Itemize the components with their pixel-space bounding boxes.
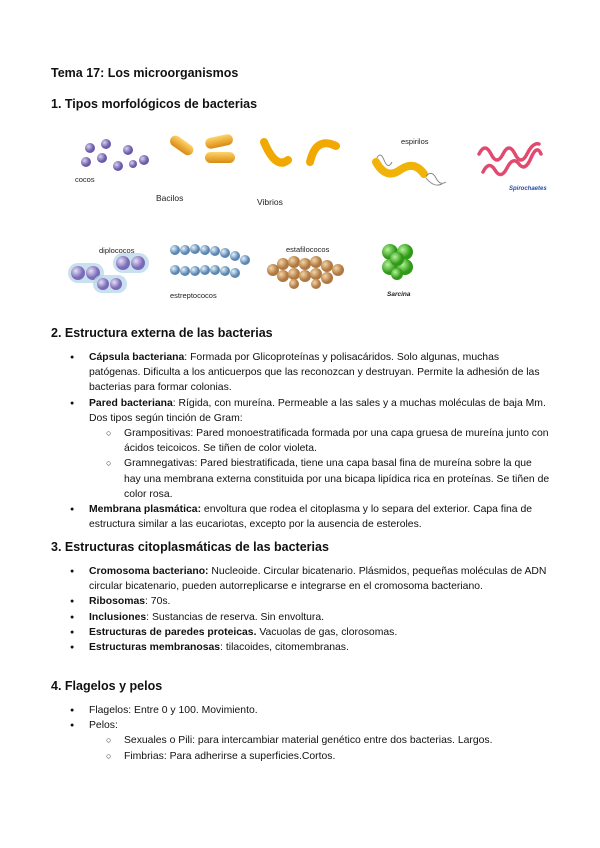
- spirochaetes-image: [475, 132, 547, 184]
- bacilos-image: [165, 132, 245, 172]
- diplococos-caption: diplococos: [99, 246, 135, 255]
- list-item: [51, 502, 551, 532]
- sarcina-caption: Sarcina: [387, 291, 411, 298]
- list-item: [51, 564, 551, 594]
- vibrios-caption: Vibrios: [257, 197, 283, 207]
- item-text: : Rígida, con mureína. Permeable a las sales y a muchas moléculas de baja Mm. Dos tipos según tinción de Gram:: [89, 397, 546, 424]
- term: Cromosoma bacteriano:: [89, 566, 209, 577]
- list-item: [51, 396, 551, 426]
- term: Cápsula bacteriana: [89, 352, 185, 363]
- term: Ribosomas: [89, 596, 146, 608]
- list-item: [51, 350, 551, 396]
- item-text: envoltura que rodea el citoplasma y lo separa del exterior. Capa fina de estructura similar a las eucariotas, excepto por la ausencia de esteroles.: [89, 504, 532, 531]
- list-item: [51, 610, 551, 625]
- section-2-heading: 2. Estructura externa de las bacterias: [51, 326, 273, 340]
- term: Estructuras de paredes proteicas.: [89, 626, 257, 638]
- term: Membrana plasmática:: [89, 504, 202, 516]
- espirilos-caption: espirilos: [401, 137, 429, 146]
- section-4-heading: 4. Flagelos y pelos: [51, 679, 163, 693]
- cocos-image: [58, 130, 158, 188]
- list-item: [51, 640, 551, 655]
- item-text: : Sustancias de reserva. Sin envoltura.: [146, 611, 325, 623]
- section-1-heading: 1. Tipos morfológicos de bacterias: [51, 97, 258, 111]
- item-text: : tilacoides, citomembranas.: [220, 642, 349, 654]
- vibrios-image: [258, 130, 344, 180]
- item-text: Vacuolas de gas, clorosomas.: [256, 626, 398, 638]
- estafilococos-image: [263, 250, 349, 290]
- estreptococos-caption: estreptococos: [170, 291, 217, 300]
- list-item: [51, 594, 551, 609]
- sub-list-item: ○ Fimbrias: Para adherirse a superficies.Cortos.: [51, 749, 551, 764]
- sarcina-image: [376, 240, 420, 284]
- list-item: [51, 625, 551, 640]
- espirilos-image: [370, 140, 450, 194]
- list-item: ● Flagelos: Entre 0 y 100. Movimiento.: [51, 703, 551, 718]
- sub-list-item: ○ Sexuales o Pili: para intercambiar material genético entre dos bacterias. Largos.: [51, 733, 551, 748]
- sub-list-item: ○ Gramnegativas: Pared biestratificada, tiene una capa basal fina de mureína sobre la que hay una membrana externa constituida por una bicapa lipídica rica en proteínas. Se tiñen de color rosa.: [51, 456, 551, 502]
- section-3-heading: 3. Estructuras citoplasmáticas de las bacterias: [51, 540, 329, 554]
- bacilos-caption: Bacilos: [156, 193, 184, 203]
- spirochaetes-caption: Spirochaetes: [509, 186, 547, 192]
- section-3-list: [51, 564, 551, 655]
- term: Estructuras membranosas: [89, 642, 221, 654]
- estafilococos-caption: estafilococos: [286, 245, 330, 254]
- term: Pared bacteriana: [89, 397, 173, 409]
- cocos-caption: cocos: [75, 175, 95, 184]
- list-item: ● Pelos:: [51, 718, 551, 733]
- item-text: : Formada por Glicoproteínas y polisacáridos. Solo algunas, muchas patógenas. Dificulta a los anticuerpos que las reconozcan y destruyan. Permite la adhesión de las bacterias para formar colonias.: [89, 352, 540, 394]
- section-4-list: [51, 703, 551, 764]
- document-title: Tema 17: Los microorganismos: [51, 66, 239, 80]
- term: Inclusiones: [89, 611, 147, 623]
- item-text: Nucleoide. Circular bicatenario. Plásmidos, pequeñas moléculas de ADN circular bicatenario, pueden autorreplicarse e integrarse en el cromosoma bacteriano.: [89, 566, 547, 593]
- section-2-list: [51, 350, 551, 532]
- sub-list-item: ○ Grampositivas: Pared monoestratificada formada por una capa gruesa de mureína junto con ácidos teicoicos. Se tiñen de color violeta.: [51, 426, 551, 456]
- item-text: : 70s.: [145, 596, 171, 608]
- estreptococos-image: [165, 240, 255, 290]
